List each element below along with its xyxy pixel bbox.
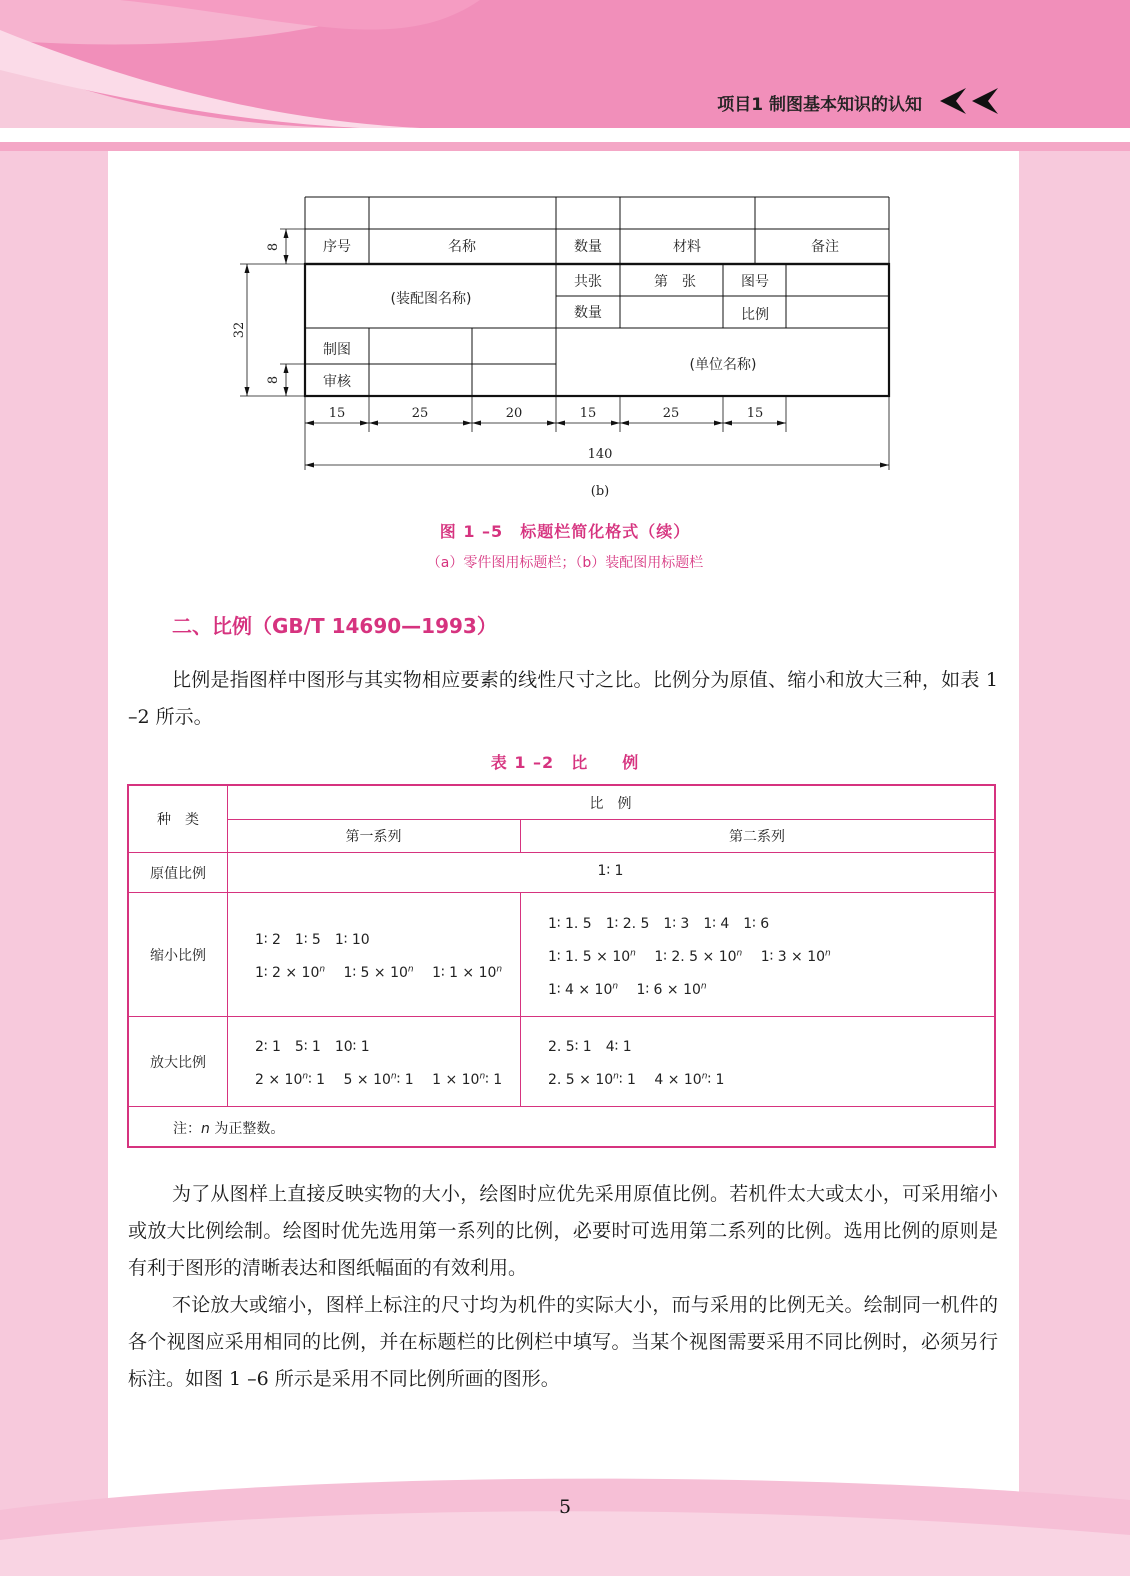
- row-enlarge-label: 放大比例: [150, 1055, 206, 1071]
- chapter-title: 项目1 制图基本知识的认知: [717, 95, 922, 115]
- reduce-s1-line1: 1∶ 2 1∶ 5 1∶ 10: [255, 932, 370, 948]
- row-reduce-series1: [255, 929, 502, 982]
- label-material: 材料: [673, 239, 701, 255]
- label-remark: 备注: [811, 239, 839, 255]
- enlarge-s1-line2: $2 \times 10^n∶$ 1 $5 \times 10^n∶$ 1 $1 \times 10^n∶$ 1: [255, 1071, 503, 1088]
- label-qty: 数量: [574, 239, 602, 255]
- header-ratio: 比 例: [589, 796, 632, 812]
- dim-col-1: 15: [328, 406, 346, 421]
- label-total-sheets: 共张: [574, 274, 602, 290]
- label-seq: 序号: [323, 239, 351, 255]
- row-original-value: 1∶ 1: [597, 863, 624, 879]
- table-caption: 表 1 –2 比 例: [490, 753, 640, 772]
- body-paragraph-3: 不论放大或缩小，图样上标注的尺寸均为机件的实际大小，而与采用的比例无关。绘制同一机件的各个视图应采用相同的比例，并在标题栏的比例栏中填写。当某个视图需要采用不同比例时，必须另行标注。如图 1 –6 所示是采用不同比例所画的图形。: [128, 1294, 998, 1390]
- sub-label: (b): [590, 484, 610, 499]
- label-sheet-no: 第 张: [654, 274, 696, 290]
- dim-left-height: 32: [232, 321, 247, 339]
- header-stripe: [0, 142, 1130, 151]
- row-reduce-label: 缩小比例: [150, 948, 206, 964]
- row-reduce-series2: [548, 913, 831, 999]
- reduce-s2-line2: 1∶ 1. $5 \times 10^n$ 1∶ 2. $5 \times 10^n$ 1∶ $3 \times 10^n$: [548, 948, 831, 965]
- dim-total: 140: [587, 447, 613, 462]
- label-quantity: 数量: [574, 305, 602, 321]
- header-series-2: 第二系列: [729, 829, 785, 845]
- header-series-1: 第一系列: [345, 829, 402, 845]
- label-drafted: 制图: [323, 342, 351, 358]
- label-unit-name: (单位名称): [689, 357, 757, 373]
- dim-col-3: 20: [505, 406, 523, 421]
- label-drawing-no: 图号: [741, 274, 769, 290]
- figure-caption: 图 1 –5 标题栏简化格式（续）: [439, 522, 691, 541]
- label-checked: 审核: [323, 374, 351, 390]
- ratio-table: [127, 784, 996, 1148]
- reduce-s2-line1: 1∶ 1. 5 1∶ 2. 5 1∶ 3 1∶ 4 1∶ 6: [548, 916, 770, 932]
- dim-col-5: 25: [662, 406, 680, 421]
- reduce-s1-line2: 1∶ $2 \times 10^n$ 1∶ $5 \times 10^n$ 1∶ $1 \times 10^n$: [255, 964, 503, 981]
- double-arrow-icon: [938, 86, 1002, 116]
- dim-col-6: 15: [746, 406, 764, 421]
- page-footer-wave: [0, 1470, 1130, 1576]
- dim-col-2: 25: [411, 406, 429, 421]
- table-note: 注：n 为正整数。: [173, 1121, 285, 1137]
- section-heading: 二、比例（GB/T 14690—1993）: [172, 614, 497, 638]
- page-header-banner: [0, 0, 1130, 150]
- label-scale: 比例: [741, 307, 769, 323]
- title-block-drawing: [220, 188, 910, 508]
- figure-subcaption: （a）零件图用标题栏；（b）装配图用标题栏: [426, 555, 704, 571]
- label-name: 名称: [448, 239, 476, 255]
- dim-row-bottom: 8: [266, 375, 281, 385]
- page-number: 5: [558, 1496, 572, 1518]
- row-enlarge-series1: [255, 1036, 502, 1089]
- label-drawing-name: (装配图名称): [390, 291, 472, 307]
- body-paragraph-2: 为了从图样上直接反映实物的大小，绘图时应优先采用原值比例。若机件太大或太小，可采用缩小或放大比例绘制。绘图时优先选用第一系列的比例，必要时可选用第二系列的比例。选用比例的原则是有利于图形的清晰表达和图纸幅面的有效利用。: [128, 1183, 998, 1279]
- enlarge-s1-line1: 2∶ 1 5∶ 1 10∶ 1: [255, 1039, 370, 1055]
- row-enlarge-series2: [548, 1036, 724, 1089]
- reduce-s2-line3: 1∶ $4 \times 10^n$ 1∶ $6 \times 10^n$: [548, 981, 707, 998]
- dim-row-top: 8: [266, 242, 281, 252]
- header-kind: 种 类: [157, 812, 199, 828]
- dim-col-4: 15: [579, 406, 597, 421]
- intro-paragraph: 比例是指图样中图形与其实物相应要素的线性尺寸之比。比例分为原值、缩小和放大三种，如表 1 –2 所示。: [128, 669, 998, 728]
- enlarge-s2-line2: 2. $5 \times 10^n∶$ 1 $4 \times 10^n∶$ 1: [548, 1071, 725, 1088]
- row-original-label: 原值比例: [150, 866, 206, 882]
- enlarge-s2-line1: 2. 5∶ 1 4∶ 1: [548, 1039, 632, 1055]
